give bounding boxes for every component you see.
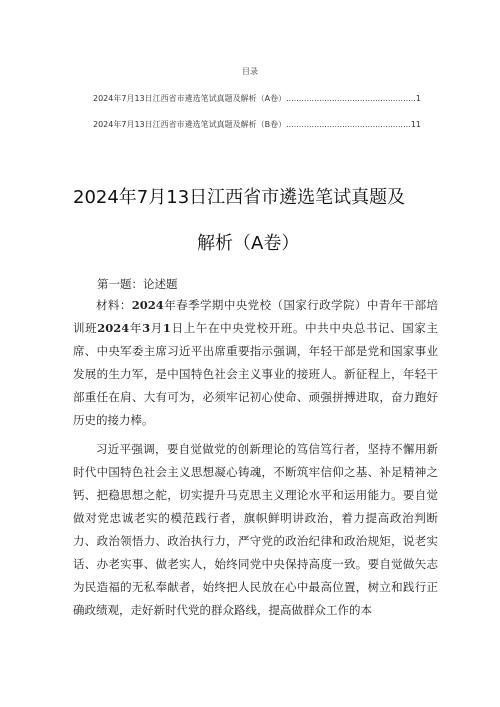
toc-leader-dots bbox=[286, 120, 411, 129]
toc-entry-page: 1 bbox=[415, 94, 421, 103]
material-paragraph-2: 习近平强调，要自觉做党的创新理论的笃信笃行者，坚持不懈用新时代中国特色社会主义思想凝心铸魂，不断筑牢信仰之基、补足精神之钙、把稳思想之舵，切实提升马克思主义理论水平和运用能力。要自觉做对党忠诚老实的模范践行者，旗帜鲜明讲政治，着力提高政治判断力、政治领悟力、政治执行力，严守党的政治纪律和政治规矩，说老实话、办老实事、做老实人，始终同党中央保持高度一致。要自觉做矢志为民造福的无私奉献者，始终把人民放在心中最高位置，树立和践行正确政绩观，走好新时代党的群众路线，提高做群众工作的本 bbox=[73, 442, 438, 617]
heading-line-1: 2024年7月13日江西省市遴选笔试真题及 bbox=[73, 187, 406, 208]
toc-entry-page: 11 bbox=[410, 120, 421, 129]
material-body bbox=[73, 294, 438, 622]
toc-title: 目录 bbox=[242, 67, 258, 76]
material-paragraph-1: 材料：2024年春季学期中央党校（国家行政学院）中青年干部培训班2024年3月1日上午在中央党校开班。中共中央总书记、国家主席、中央军委主席习近平出席重要指示强调，年轻干部是党和国家事业发展的生力军，是中国特色社会主义事业的接班人。新征程上，年轻干部重任在肩、大有可为，必须牢记初心使命、顽强拼搏进取，奋力跑好历史的接力棒。 bbox=[73, 298, 439, 427]
toc-entry-a[interactable] bbox=[93, 93, 421, 104]
question-label: 第一题：论述题 bbox=[97, 277, 178, 291]
toc-entry-text: 2024年7月13日江西省市遴选笔试真题及解析（A卷） bbox=[93, 94, 287, 103]
toc-entry-text: 2024年7月13日江西省市遴选笔试真题及解析（B卷） bbox=[93, 120, 287, 129]
toc-leader-dots bbox=[286, 94, 416, 103]
toc-entry-b[interactable] bbox=[93, 119, 421, 130]
heading-line-2: 解析（A卷） bbox=[197, 233, 300, 254]
